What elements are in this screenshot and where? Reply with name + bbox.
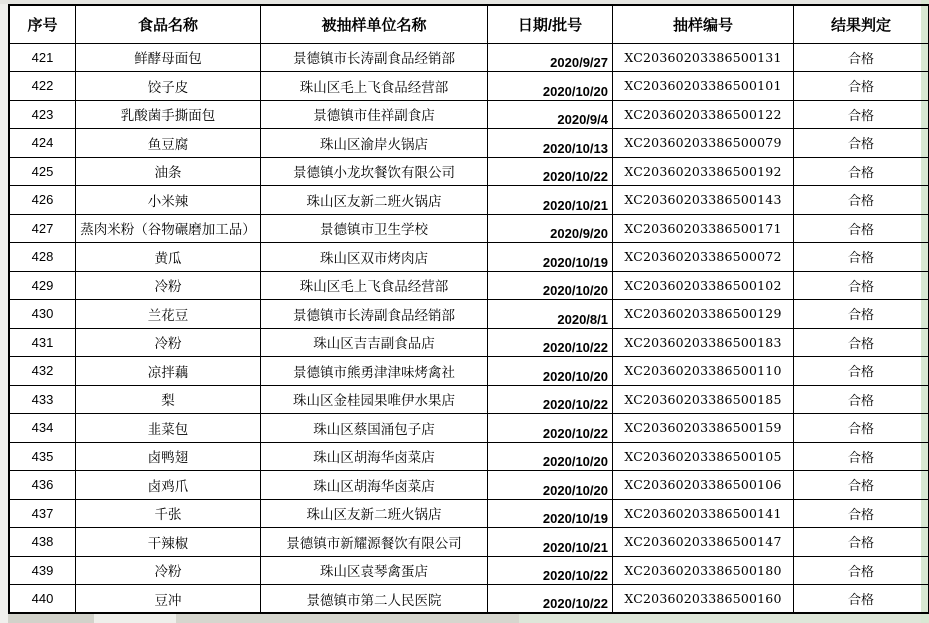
cell-unit[interactable]: 景德镇市熊勇津津味烤禽社 <box>261 357 488 386</box>
cell-unit[interactable]: 景德镇市卫生学校 <box>261 214 488 243</box>
cell-index[interactable]: 422 <box>9 72 76 101</box>
cell-date[interactable]: 2020/10/21 <box>488 186 613 215</box>
cell-unit[interactable]: 珠山区袁琴禽蛋店 <box>261 556 488 585</box>
cell-date[interactable]: 2020/8/1 <box>488 300 613 329</box>
cell-unit[interactable]: 景德镇市佳祥副食店 <box>261 100 488 129</box>
table-row <box>9 72 929 101</box>
cell-index[interactable]: 440 <box>9 585 76 614</box>
cell-unit[interactable]: 珠山区毛上飞食品经营部 <box>261 72 488 101</box>
cell-date[interactable]: 2020/9/20 <box>488 214 613 243</box>
cell-food[interactable]: 卤鸭翅 <box>76 442 261 471</box>
cell-food[interactable]: 梨 <box>76 385 261 414</box>
cell-date[interactable]: 2020/10/20 <box>488 442 613 471</box>
cell-result[interactable]: 合格 <box>794 243 929 272</box>
cell-food[interactable]: 干辣椒 <box>76 528 261 557</box>
cell-food[interactable]: 黄瓜 <box>76 243 261 272</box>
bottom-partial-row-strip <box>8 614 921 623</box>
cell-code[interactable]: XC20360203386500192 <box>613 157 794 186</box>
inspection-results-table <box>8 4 929 614</box>
cell-result[interactable]: 合格 <box>794 528 929 557</box>
table-row <box>9 528 929 557</box>
header-row <box>9 5 929 43</box>
cell-unit[interactable]: 珠山区金桂园果唯伊水果店 <box>261 385 488 414</box>
cell-unit[interactable]: 珠山区友新二班火锅店 <box>261 499 488 528</box>
table-row <box>9 442 929 471</box>
table-row <box>9 357 929 386</box>
cell-date[interactable]: 2020/10/20 <box>488 72 613 101</box>
cell-code[interactable]: XC20360203386500101 <box>613 72 794 101</box>
cell-code[interactable]: XC20360203386500141 <box>613 499 794 528</box>
cell-result[interactable]: 合格 <box>794 442 929 471</box>
cell-date[interactable]: 2020/10/22 <box>488 328 613 357</box>
cell-food[interactable]: 鲜酵母面包 <box>76 43 261 72</box>
cell-date[interactable]: 2020/10/13 <box>488 129 613 158</box>
cell-index[interactable]: 424 <box>9 129 76 158</box>
cell-code[interactable]: XC20360203386500185 <box>613 385 794 414</box>
cell-unit[interactable]: 珠山区友新二班火锅店 <box>261 186 488 215</box>
cell-unit[interactable]: 珠山区吉吉副食品店 <box>261 328 488 357</box>
cell-date[interactable]: 2020/9/4 <box>488 100 613 129</box>
cell-date[interactable]: 2020/10/21 <box>488 528 613 557</box>
cell-index[interactable]: 430 <box>9 300 76 329</box>
table-row <box>9 271 929 300</box>
cell-index[interactable]: 427 <box>9 214 76 243</box>
cell-unit[interactable]: 珠山区毛上飞食品经营部 <box>261 271 488 300</box>
cell-index[interactable]: 426 <box>9 186 76 215</box>
cell-food[interactable]: 鱼豆腐 <box>76 129 261 158</box>
cell-date[interactable]: 2020/10/22 <box>488 157 613 186</box>
table-row <box>9 100 929 129</box>
header-result[interactable]: 结果判定 <box>794 5 929 43</box>
table-body <box>9 43 929 613</box>
cell-code[interactable]: XC20360203386500072 <box>613 243 794 272</box>
cell-food[interactable]: 凉拌藕 <box>76 357 261 386</box>
cell-result[interactable]: 合格 <box>794 43 929 72</box>
cell-index[interactable]: 433 <box>9 385 76 414</box>
cell-code[interactable]: XC20360203386500122 <box>613 100 794 129</box>
table-row <box>9 499 929 528</box>
cell-code[interactable]: XC20360203386500160 <box>613 585 794 614</box>
cell-food[interactable]: 千张 <box>76 499 261 528</box>
cell-date[interactable]: 2020/10/22 <box>488 385 613 414</box>
cell-code[interactable]: XC20360203386500106 <box>613 471 794 500</box>
cell-unit[interactable]: 景德镇市长涛副食品经销部 <box>261 300 488 329</box>
cell-result[interactable]: 合格 <box>794 72 929 101</box>
bottom-strip-segment <box>94 614 176 623</box>
cell-index[interactable]: 437 <box>9 499 76 528</box>
cell-index[interactable]: 425 <box>9 157 76 186</box>
cell-code[interactable]: XC20360203386500102 <box>613 271 794 300</box>
cell-index[interactable]: 421 <box>9 43 76 72</box>
cell-result[interactable]: 合格 <box>794 585 929 614</box>
cell-result[interactable]: 合格 <box>794 214 929 243</box>
cell-result[interactable]: 合格 <box>794 556 929 585</box>
cell-food[interactable]: 豆冲 <box>76 585 261 614</box>
cell-food[interactable]: 蒸肉米粉（谷物碾磨加工品） <box>76 214 261 243</box>
cell-index[interactable]: 438 <box>9 528 76 557</box>
cell-code[interactable]: XC20360203386500171 <box>613 214 794 243</box>
cell-date[interactable]: 2020/10/22 <box>488 556 613 585</box>
cell-result[interactable]: 合格 <box>794 414 929 443</box>
cell-unit[interactable]: 景德镇小龙坎餐饮有限公司 <box>261 157 488 186</box>
cell-unit[interactable]: 珠山区胡海华卤菜店 <box>261 471 488 500</box>
table-row <box>9 328 929 357</box>
cell-date[interactable]: 2020/10/19 <box>488 243 613 272</box>
cell-food[interactable]: 饺子皮 <box>76 72 261 101</box>
cell-date[interactable]: 2020/10/20 <box>488 271 613 300</box>
cell-result[interactable]: 合格 <box>794 499 929 528</box>
cell-code[interactable]: XC20360203386500159 <box>613 414 794 443</box>
header-food[interactable]: 食品名称 <box>76 5 261 43</box>
cell-index[interactable]: 428 <box>9 243 76 272</box>
table-row <box>9 300 929 329</box>
cell-code[interactable]: XC20360203386500079 <box>613 129 794 158</box>
table-row <box>9 129 929 158</box>
cell-index[interactable]: 439 <box>9 556 76 585</box>
cell-date[interactable]: 2020/10/19 <box>488 499 613 528</box>
table-row <box>9 414 929 443</box>
cell-date[interactable]: 2020/10/22 <box>488 585 613 614</box>
cell-unit[interactable]: 珠山区蔡国涌包子店 <box>261 414 488 443</box>
cell-result[interactable]: 合格 <box>794 100 929 129</box>
header-unit[interactable]: 被抽样单位名称 <box>261 5 488 43</box>
cell-code[interactable]: XC20360203386500105 <box>613 442 794 471</box>
table-row <box>9 385 929 414</box>
cell-result[interactable]: 合格 <box>794 157 929 186</box>
bottom-strip-segment <box>8 614 94 623</box>
cell-code[interactable]: XC20360203386500147 <box>613 528 794 557</box>
cell-unit[interactable]: 景德镇市长涛副食品经销部 <box>261 43 488 72</box>
cell-date[interactable]: 2020/10/20 <box>488 471 613 500</box>
table-header <box>9 5 929 43</box>
cell-food[interactable]: 卤鸡爪 <box>76 471 261 500</box>
table-row <box>9 157 929 186</box>
cell-result[interactable]: 合格 <box>794 186 929 215</box>
cell-unit[interactable]: 景德镇市第二人民医院 <box>261 585 488 614</box>
table-row <box>9 556 929 585</box>
table-row <box>9 243 929 272</box>
left-margin-strip <box>0 4 8 623</box>
cell-index[interactable]: 431 <box>9 328 76 357</box>
cell-result[interactable]: 合格 <box>794 471 929 500</box>
cell-code[interactable]: XC20360203386500180 <box>613 556 794 585</box>
cell-food[interactable]: 韭菜包 <box>76 414 261 443</box>
cell-code[interactable]: XC20360203386500143 <box>613 186 794 215</box>
cell-food[interactable]: 小米辣 <box>76 186 261 215</box>
cell-date[interactable]: 2020/10/22 <box>488 414 613 443</box>
cell-result[interactable]: 合格 <box>794 328 929 357</box>
header-code[interactable]: 抽样编号 <box>613 5 794 43</box>
cell-unit[interactable]: 珠山区胡海华卤菜店 <box>261 442 488 471</box>
bottom-strip-segment <box>176 614 519 623</box>
cell-date[interactable]: 2020/10/20 <box>488 357 613 386</box>
table-row <box>9 43 929 72</box>
cell-index[interactable]: 432 <box>9 357 76 386</box>
table-row <box>9 471 929 500</box>
bottom-strip-segment <box>519 614 921 623</box>
cell-result[interactable]: 合格 <box>794 300 929 329</box>
cell-result[interactable]: 合格 <box>794 357 929 386</box>
cell-code[interactable]: XC20360203386500183 <box>613 328 794 357</box>
table-row <box>9 585 929 614</box>
cell-result[interactable]: 合格 <box>794 385 929 414</box>
cell-food[interactable]: 冷粉 <box>76 271 261 300</box>
cell-unit[interactable]: 景德镇市新耀源餐饮有限公司 <box>261 528 488 557</box>
cell-food[interactable]: 冷粉 <box>76 328 261 357</box>
cell-date[interactable]: 2020/9/27 <box>488 43 613 72</box>
table-row <box>9 186 929 215</box>
cell-index[interactable]: 435 <box>9 442 76 471</box>
cell-result[interactable]: 合格 <box>794 129 929 158</box>
table-row <box>9 214 929 243</box>
cell-food[interactable]: 冷粉 <box>76 556 261 585</box>
header-date[interactable]: 日期/批号 <box>488 5 613 43</box>
cell-index[interactable]: 423 <box>9 100 76 129</box>
cell-food[interactable]: 油条 <box>76 157 261 186</box>
cell-food[interactable]: 乳酸菌手撕面包 <box>76 100 261 129</box>
cell-result[interactable]: 合格 <box>794 271 929 300</box>
cell-index[interactable]: 434 <box>9 414 76 443</box>
cell-index[interactable]: 429 <box>9 271 76 300</box>
header-index[interactable]: 序号 <box>9 5 76 43</box>
cell-unit[interactable]: 珠山区双市烤肉店 <box>261 243 488 272</box>
cell-code[interactable]: XC20360203386500110 <box>613 357 794 386</box>
cell-unit[interactable]: 珠山区渝岸火锅店 <box>261 129 488 158</box>
cell-code[interactable]: XC20360203386500131 <box>613 43 794 72</box>
cell-code[interactable]: XC20360203386500129 <box>613 300 794 329</box>
cell-index[interactable]: 436 <box>9 471 76 500</box>
cell-food[interactable]: 兰花豆 <box>76 300 261 329</box>
